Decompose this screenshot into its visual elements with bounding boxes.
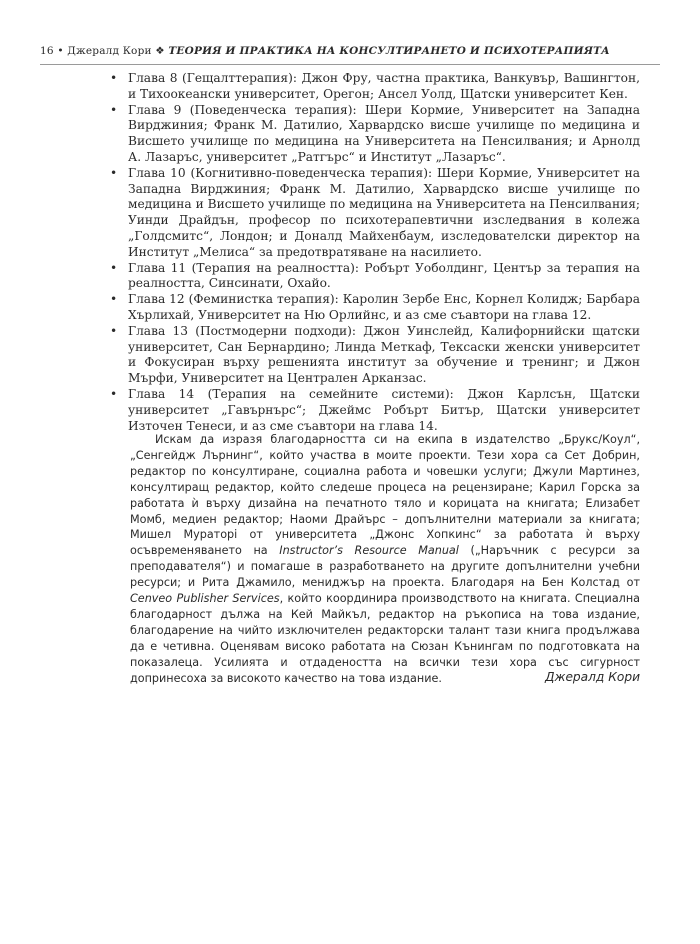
list-item (108, 324, 640, 387)
header-separator: • (57, 45, 64, 57)
list-item (108, 387, 640, 434)
list-item (108, 103, 640, 166)
running-head (40, 45, 660, 57)
list-item-text: Глава 14 (Терапия на семейните системи): Джон Карлсън, Щатски университет „Гавърнърс“; Джеймс Робърт Битър, Щатски университет Източен Тенеси, и аз сме съавтори на глава 14. (128, 386, 640, 433)
bullet: • (110, 165, 118, 180)
bullet: • (110, 323, 118, 338)
list-item (108, 292, 640, 324)
header-author: Джералд Кори (67, 45, 152, 57)
list-item-text: Глава 10 (Когнитивно-поведенческа терапия): Шери Кормие, Университет на Западна Вирджиния; Франк М. Датилио, Харвардско висше училище по медицина и Висшето училище по медицина на Университета на Пенсилвания; Уинди Драйдън, професор по психотерапевтични изследвания в колежа „Голдсмитс“, Лондон; и Доналд Майхенбаум, изследователски директор на Институт „Мелиса“ за предотвратяване на насилието. (128, 165, 640, 259)
list-item-text: Глава 8 (Гещалттерапия): Джон Фру, частна практика, Ванкувър, Вашингтон, и Тихоокеански университет, Орегон; Ансел Уолд, Щатски университет Кен. (128, 71, 640, 101)
ack-italic-company: Cenveo Publisher Services (130, 592, 280, 606)
list-item (108, 166, 640, 261)
list-item-text: Глава 11 (Терапия на реалността): Робърт Уоболдинг, Център за терапия на реалността, Синсинати, Охайо. (128, 260, 640, 291)
list-item (108, 261, 640, 293)
acknowledgements-paragraph (130, 432, 640, 687)
bullet: • (110, 292, 118, 307)
signature: Джералд Кори (544, 670, 640, 684)
list-item-text: Глава 12 (Феминистка терапия): Каролин Зербе Енс, Корнел Колидж; Барбара Хърлихай, Университет на Ню Орлийнс, и аз сме съавтори на глава 12. (128, 292, 640, 322)
header-book-title: ТЕОРИЯ И ПРАКТИКА НА КОНСУЛТИРАНЕТО И ПСИХОТЕРАПИЯТА (168, 45, 610, 57)
ack-text-1: Искам да изразя благодарността си на екипа в издателство „Брукс/Коул“, „Сенгейдж Лърнинг“, който участва в моите проекти. Тези хора са Сет Добрин, редактор по консултиране, социална работа и човешки услуги; Джули Мартинез, консултиращ редактор, който следеше процеса на рецензиране; Карил Горска за работата ѝ върху дизайна на печатното тяло и корицата на книгата; Елизабет Момб, медиен редактор; Наоми Драйърс – допълнителни материали за книгата; Мишел Мураторi от университета „Джонс Хопкинс“ за работата ѝ върху осъвременяването на (130, 433, 640, 558)
bullet: • (110, 386, 118, 401)
header-rule (40, 64, 660, 65)
chapter-contributors-list (108, 71, 640, 434)
ack-text-3: , който координира производството на книгата. Специална благодарност дължа на Кей Майкъл, редактор на ръкописа на това издание, благодарение на чийто изключителен редакторски талант тази книга продължава да е четивна. Оценявам високо работата на Сюзан Кънингам по подготовката на показалеца. Усилията и отдадеността на всички тези хора със сигурност допринесоха за високото качество на това издание. (130, 592, 641, 685)
list-item-text: Глава 9 (Поведенческа терапия): Шери Кормие, Университет на Западна Вирджиния; Франк М. Датилио, Харвардско висше училище по медицина и Висшето училище по медицина на Университета на Пенсилвания; и Арнолд А. Лазаръс, университет „Ратгърс“ и Институт „Лазаръс“. (128, 102, 640, 164)
list-item (108, 71, 640, 103)
bullet: • (110, 71, 118, 85)
bullet: • (110, 260, 118, 275)
bullet: • (110, 102, 118, 117)
ack-italic-title: Instructor’s Resource Manual (279, 544, 459, 558)
list-item-text: Глава 13 (Постмодерни подходи): Джон Уинслейд, Калифорнийски щатски университет, Сан Бернардино; Линда Меткаф, Тексаски женски университет и Фокусиран върху решенията институт за обучение и тренинг; и Джон Мърфи, Университет на Централен Арканзас. (128, 323, 640, 386)
page-number: 16 (40, 45, 54, 57)
header-ornament: ❖ (155, 45, 165, 57)
ack-text-2: („Наръчник с ресурси за преподавателя“) и помагаше в разработването на другите допълнителни учебни ресурси; и Рита Джамило, мениджър на проекта. Благодаря на Бен Колстад от (130, 544, 640, 590)
